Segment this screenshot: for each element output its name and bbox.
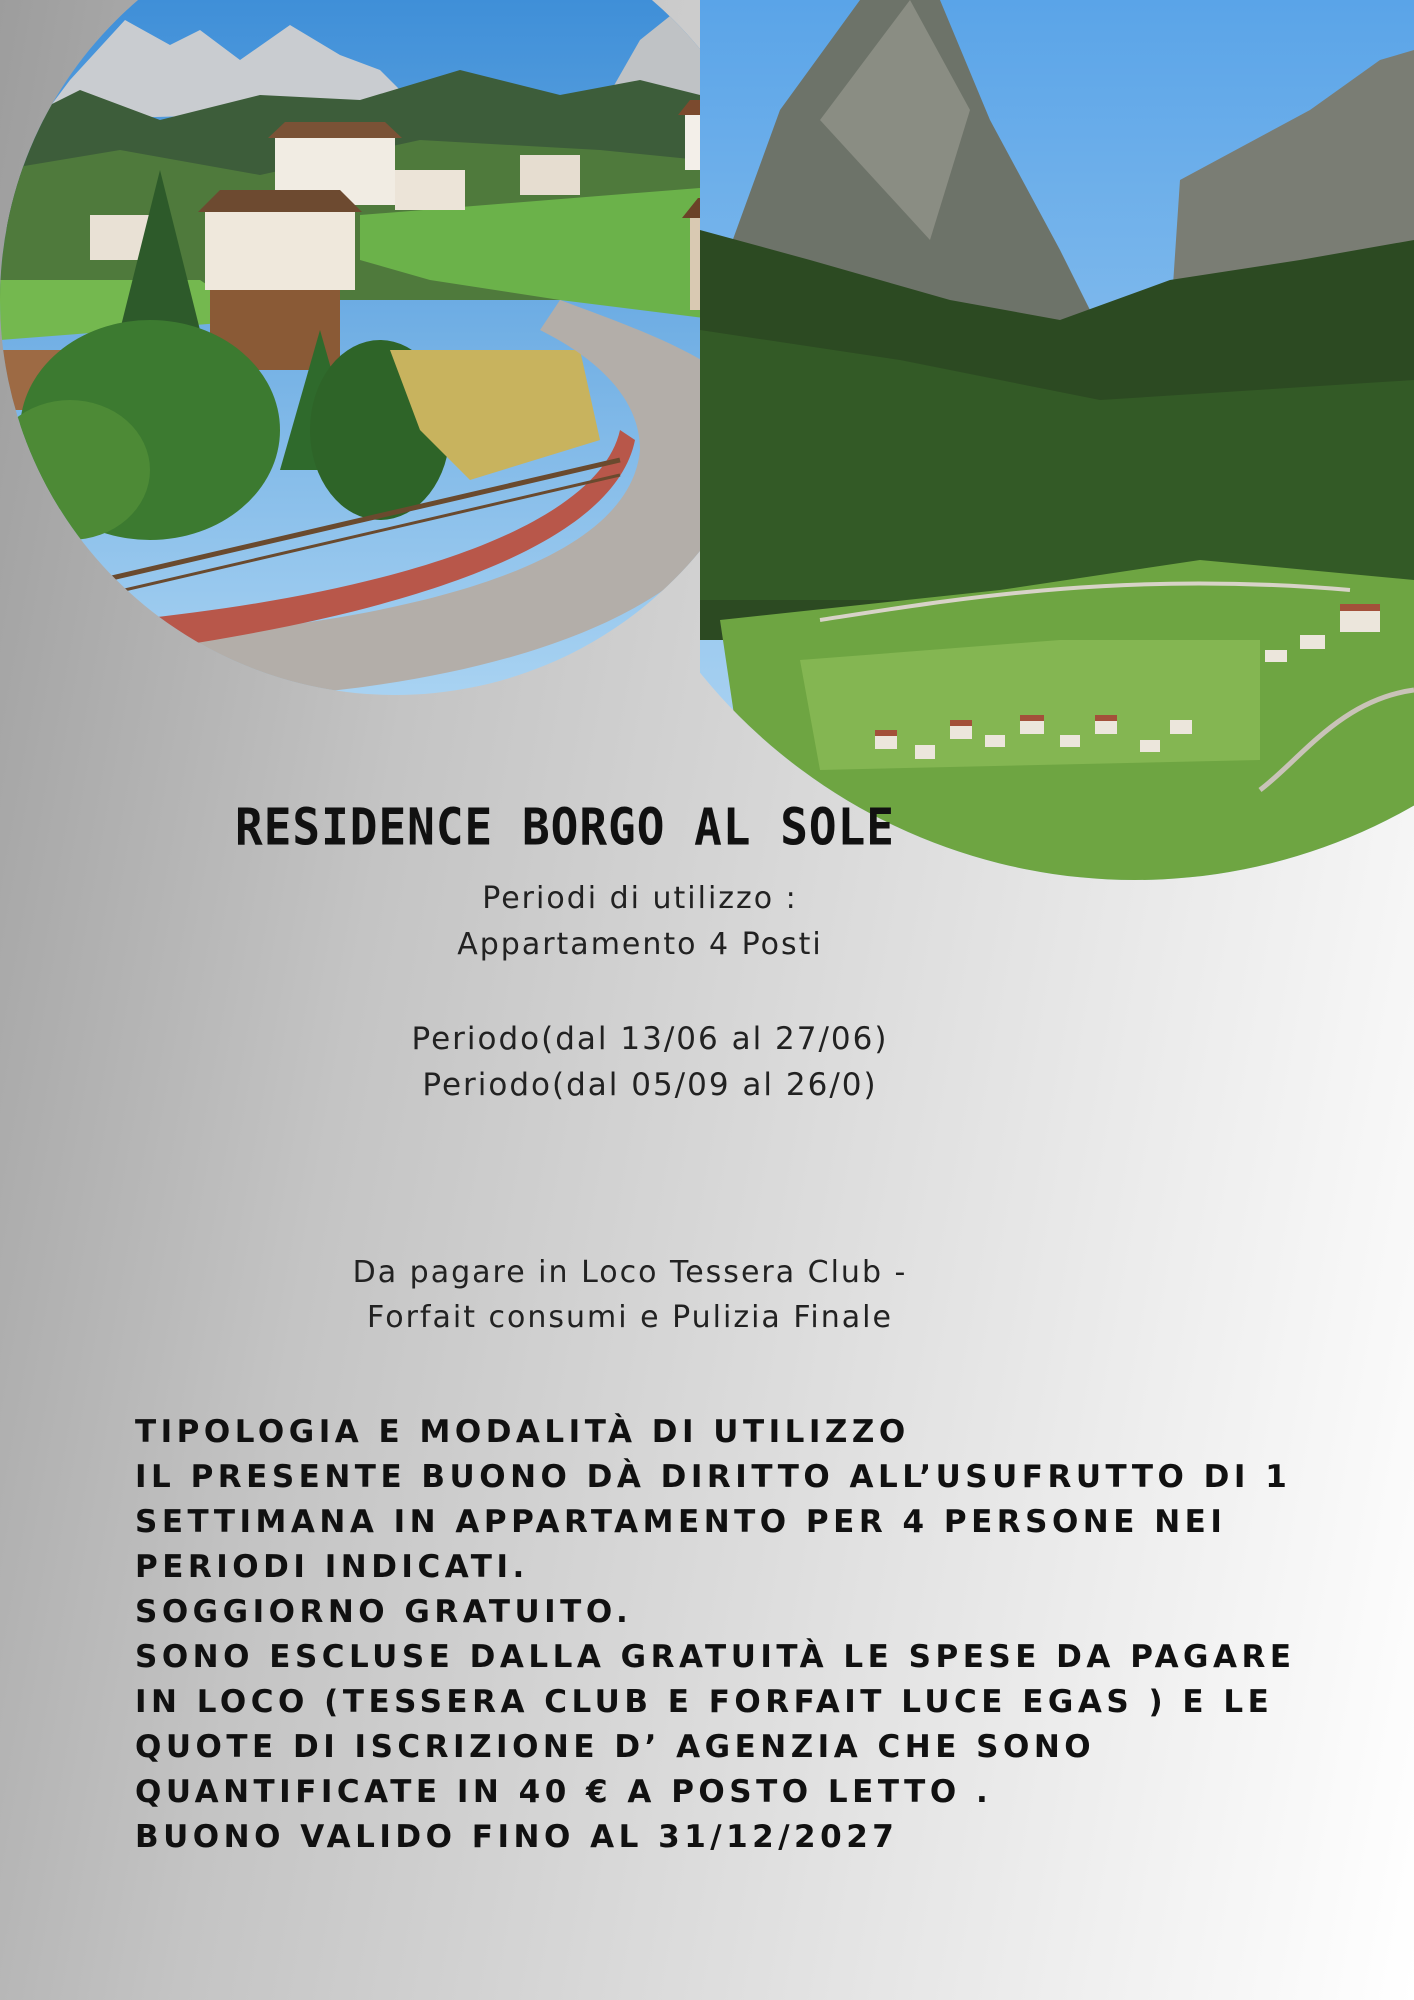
apartment-type: Appartamento 4 Posti (457, 927, 823, 962)
terms-line: QUOTE DI ISCRIZIONE D’ AGENZIA CHE SONO (135, 1729, 1096, 1765)
usage-info (330, 876, 950, 968)
payment-info (280, 1250, 980, 1340)
terms-line: SETTIMANA IN APPARTAMENTO PER 4 PERSONE NEI (135, 1504, 1227, 1540)
period-item: Periodo(dal 05/09 al 26/0) (422, 1067, 878, 1103)
terms-line: PERIODI INDICATI. (135, 1549, 529, 1585)
terms-line: SONO ESCLUSE DALLA GRATUITÀ LE SPESE DA PAGARE (135, 1639, 1296, 1675)
terms-line: IL PRESENTE BUONO DÀ DIRITTO ALL’USUFRUTTO DI 1 (135, 1459, 1292, 1495)
page-title: RESIDENCE BORGO AL SOLE (235, 797, 895, 857)
valley-photo (700, 0, 1414, 890)
terms-line: IN LOCO (TESSERA CLUB E FORFAIT LUCE EGAS ) E LE (135, 1684, 1274, 1720)
period-item: Periodo(dal 13/06 al 27/06) (411, 1021, 889, 1057)
validity-line: BUONO VALIDO FINO AL 31/12/2027 (135, 1819, 899, 1855)
terms-heading: TIPOLOGIA E MODALITÀ DI UTILIZZO (135, 1414, 910, 1450)
usage-heading: Periodi di utilizzo : (482, 881, 798, 916)
payment-line: Forfait consumi e Pulizia Finale (367, 1300, 893, 1335)
terms-block (135, 1410, 1375, 1860)
terms-line: SOGGIORNO GRATUITO. (135, 1594, 633, 1630)
period-list (330, 1016, 970, 1108)
village-photo (0, 0, 800, 700)
payment-line: Da pagare in Loco Tessera Club - (352, 1255, 908, 1290)
terms-line: QUANTIFICATE IN 40 € A POSTO LETTO . (135, 1774, 993, 1810)
